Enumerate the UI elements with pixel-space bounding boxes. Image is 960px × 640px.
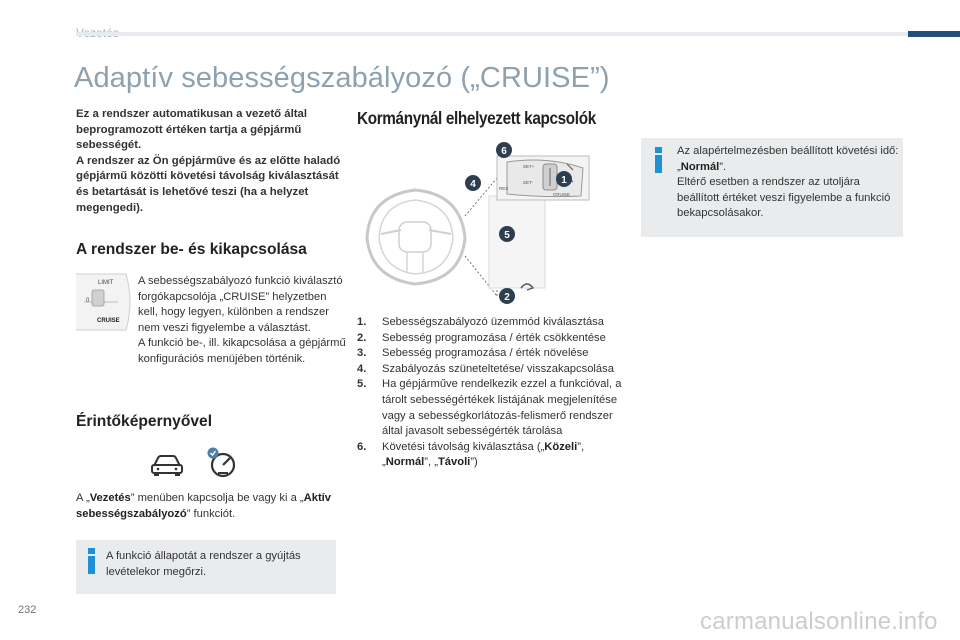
steering-controls-heading: Kormánynál elhelyezett kapcsolók [357, 108, 596, 128]
list-item-number: 6. [357, 440, 367, 453]
stalk-label-set-plus: SET+ [523, 164, 535, 169]
switch-label-limit: LIMIT [98, 280, 114, 286]
callout-6 [496, 142, 512, 158]
info-note-text [677, 144, 899, 222]
touch-text-prefix: A „ [76, 492, 90, 504]
option-normal: Normál [385, 456, 425, 469]
onoff-text [138, 274, 348, 368]
callout-5 [499, 226, 515, 242]
touch-text-middle: ” menüben kapcsolja be vagy ki a „ [130, 492, 304, 504]
touchscreen-text [76, 491, 351, 522]
svg-text:4: 4 [470, 179, 476, 190]
stalk-label-res: RES [499, 186, 509, 191]
info-icon [655, 147, 662, 173]
list-item [357, 346, 627, 362]
stalk-label-set-minus: SET- [523, 180, 534, 185]
info-icon [88, 548, 95, 574]
info-note-bottom [76, 540, 336, 594]
speedometer-icon [205, 446, 241, 478]
header-accent [908, 31, 960, 37]
page-title: Adaptív sebességszabályozó („CRUISE”) [74, 62, 610, 94]
list-item-number: 1. [357, 316, 367, 328]
header-bar [76, 32, 960, 36]
onoff-heading: A rendszer be- és kikapcsolása [76, 241, 307, 258]
watermark: carmanualsonline.info [700, 608, 938, 635]
controls-list [357, 315, 627, 471]
callout-4 [465, 175, 481, 191]
steering-wheel [367, 190, 465, 284]
svg-text:6: 6 [501, 146, 507, 157]
callout-1 [556, 171, 572, 187]
list-item-number: 2. [357, 331, 367, 344]
list-item-text: Sebességszabályozó üzemmód kiválasztása [382, 316, 605, 328]
list-item [357, 440, 627, 471]
option-close: Közeli [544, 440, 578, 453]
steering-wheel-controls-illustration [357, 138, 637, 310]
list-item-text: Szabályozás szüneteltetése/ visszakapcsolása [382, 362, 614, 375]
list-item-text: Ha gépjárműve rendelkezik ezzel a funkcióval, a tárolt sebességértékek listájának megjelenítése vagy a sebességkorlátozás-felismerő rendszer által javasolt sebességérték tárolása [382, 378, 622, 438]
note-text-line2: ”. [719, 160, 727, 173]
intro-paragraph: Ez a rendszer automatikusan a vezető által beprogramozott értéken tartja a gépjármű sebességét. [76, 108, 308, 152]
onoff-paragraph: A sebességszabályozó funkció kiválasztó forgókapcsolója „CRUISE” helyzetben kell, hogy legyen, különben a rendszer nem veszi figyelembe a választást. [138, 275, 343, 334]
list-item-number: 4. [357, 362, 367, 375]
list-item-text: Sebesség programozása / érték növelése [382, 347, 589, 360]
list-item [357, 331, 627, 347]
list-item-number: 3. [357, 347, 367, 360]
list-item [357, 362, 627, 378]
note-text-line3: Eltérő esetben a rendszer az utoljára beállított értéket veszi figyelembe a funkció bekapcsolásakor. [677, 176, 891, 219]
info-note-text: A funkció állapotát a rendszer a gyújtás levételekor megőrzi. [106, 550, 301, 578]
touchscreen-heading: Érintőképernyővel [76, 413, 213, 430]
list-item-text: Sebesség programozása / érték csökkentése [382, 331, 606, 344]
note-text-line1: Az alapértelmezésben beállított követési idő: „ [677, 145, 899, 173]
svg-text:2: 2 [504, 292, 510, 303]
switch-label-cruise: CRUISE [97, 318, 120, 324]
callout-2 [499, 288, 515, 304]
list-item-text: Követési távolság kiválasztása („Közeli”, „Normál”, „Távoli”) [382, 440, 585, 469]
cruise-control-stalk [489, 156, 589, 290]
list-item-number: 5. [357, 378, 367, 391]
onoff-paragraph: A funkció be-, ill. kikapcsolása a gépjármű konfigurációs menüjében történik. [138, 337, 346, 365]
intro-text [76, 107, 348, 216]
svg-text:1: 1 [561, 175, 567, 186]
function-name: Aktív sebességszabályozó [76, 492, 331, 520]
cruise-selector-switch-illustration [76, 272, 136, 332]
intro-paragraph: A rendszer az Ön gépjárműve és az előtte haladó gépjármű közötti követési távolság kiválasztását és betartását is lehetővé teszi (ha a helyzet megengedi). [76, 154, 341, 214]
stalk-label-cruise: CRUISE [553, 192, 571, 197]
note-default-value: Normál [680, 160, 720, 173]
switch-label-zero: 0 [86, 298, 90, 304]
info-note-top [641, 138, 903, 237]
menu-name: Vezetés [89, 492, 131, 504]
touch-text-suffix: ” funkciót. [186, 507, 236, 520]
page-number: 232 [18, 604, 37, 616]
list-item [357, 315, 627, 331]
list-item [357, 377, 627, 439]
car-icon [150, 452, 184, 478]
svg-text:5: 5 [504, 230, 510, 241]
option-far: Távoli [437, 456, 471, 469]
